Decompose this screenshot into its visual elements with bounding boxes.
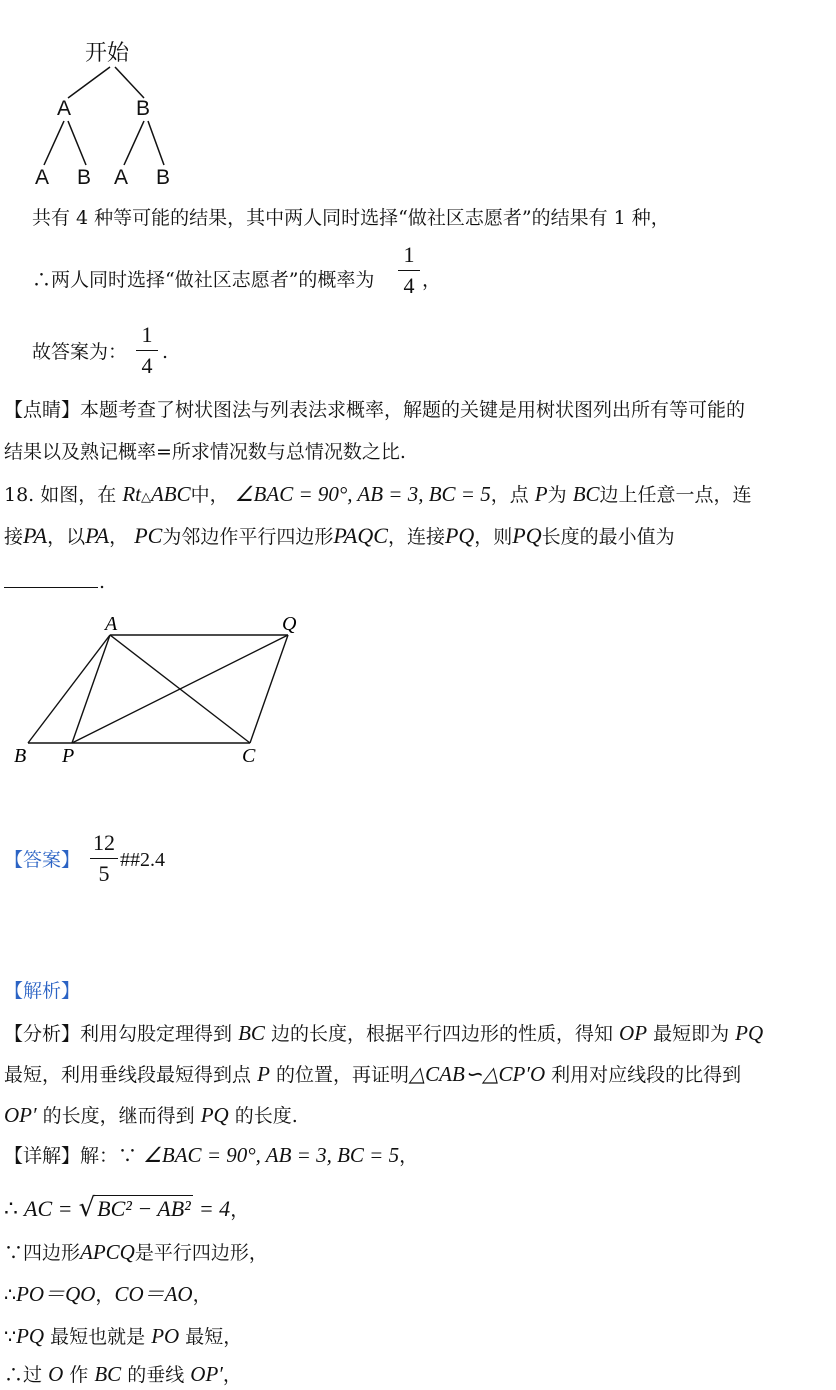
because-symbol: ∵	[4, 1326, 17, 1348]
tree-edge	[68, 121, 86, 165]
fraction	[136, 322, 158, 379]
therefore-symbol: ∴	[4, 1284, 17, 1306]
point-label-B: B	[14, 745, 27, 767]
text: 18. 如图，在	[4, 484, 117, 506]
text: ，	[95, 1284, 115, 1306]
text: 最短也就是	[50, 1326, 146, 1348]
tree-edge	[115, 67, 144, 98]
xiangjie-line	[4, 1362, 242, 1387]
point-label-P: P	[62, 745, 75, 767]
tree-node: B	[136, 97, 151, 120]
math: CO＝AO	[114, 1282, 193, 1306]
math: PO＝QO	[16, 1282, 96, 1306]
math: PQ	[444, 523, 475, 548]
tree-leaf: A	[35, 166, 50, 189]
question-line	[4, 524, 675, 549]
math: △CAB∽△CP′O	[408, 1062, 546, 1086]
question-line	[4, 482, 752, 510]
math: PQ	[512, 523, 542, 548]
math: ABC	[150, 482, 191, 506]
xiangjie-line	[4, 1240, 268, 1265]
text: 为邻边作平行四边形	[162, 526, 334, 548]
text: 是平行四边形，	[134, 1242, 268, 1264]
text: 最短，	[185, 1326, 243, 1348]
tree-node: A	[57, 97, 72, 120]
math: OP′	[190, 1362, 223, 1386]
xiangjie-line	[4, 1324, 242, 1349]
fraction	[398, 242, 420, 299]
math: PAQC	[333, 523, 388, 548]
text: ∴过	[4, 1364, 43, 1386]
denominator: 5	[98, 861, 110, 887]
math: OP′	[4, 1103, 37, 1127]
analysis-tag: 【解析】	[4, 980, 81, 1002]
math: ∠BAC = 90°, AB = 3, BC = 5	[234, 482, 491, 506]
math: PA	[23, 523, 48, 548]
math: PC	[134, 523, 163, 548]
dianjing-text: 本题考查了树状图法与列表法求概率，解题的关键是用树状图列出所有等可能的	[80, 399, 746, 421]
text: ，	[109, 526, 129, 548]
dianjing-line: 结果以及熟记概率=所求情况数与总情况数之比.	[4, 441, 406, 463]
text: 解：∵	[80, 1145, 138, 1167]
segment-AB	[28, 635, 110, 743]
therefore-symbol: ∴	[4, 1197, 18, 1222]
text: 最短，利用垂线段最短得到点	[4, 1064, 252, 1086]
text: 的位置，再证明	[275, 1064, 409, 1086]
math: PA	[85, 523, 110, 548]
math: OP	[619, 1021, 648, 1045]
text: 的长度.	[234, 1105, 298, 1127]
punctuation: .	[99, 571, 106, 593]
math: BC	[572, 482, 600, 506]
tree-edge	[44, 121, 64, 165]
text: 长度的最小值为	[541, 526, 675, 548]
punctuation: ，	[422, 269, 442, 291]
math: P	[257, 1062, 270, 1086]
xiangjie-line	[4, 1193, 250, 1223]
point-label-Q: Q	[282, 613, 297, 635]
math: O	[48, 1362, 64, 1386]
denominator: 4	[141, 353, 153, 379]
text: 利用勾股定理得到	[80, 1023, 233, 1045]
answer-blank	[4, 587, 98, 588]
tree-leaf: A	[114, 166, 129, 189]
text: 中，	[190, 484, 229, 506]
answer-fraction	[90, 830, 118, 887]
fenxi-line	[4, 1103, 298, 1128]
math: PQ	[200, 1103, 229, 1127]
tree-root: 开始	[85, 41, 130, 66]
triangle-symbol: △	[140, 490, 151, 505]
xiangjie-line	[4, 1282, 212, 1307]
tree-edge	[124, 121, 144, 165]
text: ，	[192, 1284, 212, 1306]
text: ，以	[47, 526, 86, 548]
math: = 4	[198, 1196, 231, 1221]
math: Rt	[122, 482, 141, 506]
fenxi-tag: 【分析】	[4, 1023, 81, 1045]
tree-leaf: B	[156, 166, 171, 189]
dianjing-tag: 【点睛】	[4, 399, 81, 421]
text: ，	[399, 1145, 419, 1167]
text: 边的长度，根据平行四边形的性质，得知	[270, 1023, 613, 1045]
text: ，则	[474, 526, 513, 548]
math: AC =	[24, 1196, 73, 1221]
text: 最短即为	[653, 1023, 730, 1045]
denominator: 4	[403, 273, 415, 299]
xiangjie-line	[4, 1143, 418, 1168]
text: ∴两人同时选择“做社区志愿者”的概率为	[32, 269, 375, 291]
text: 为	[547, 484, 567, 506]
text: 作	[69, 1364, 89, 1386]
numerator: 12	[93, 830, 115, 855]
math: PQ	[735, 1021, 764, 1045]
sqrt-symbol: √	[78, 1193, 96, 1223]
punctuation: .	[162, 341, 169, 363]
fenxi-line	[4, 1021, 763, 1046]
text: 的长度，继而得到	[42, 1105, 195, 1127]
solution-line	[32, 268, 374, 292]
text: 边上任意一点，连	[599, 484, 752, 506]
dianjing-line	[4, 398, 745, 422]
parallelogram-figure	[0, 610, 320, 770]
fenxi-line	[4, 1062, 741, 1087]
tree-edge	[68, 67, 110, 98]
text: ，	[230, 1199, 250, 1221]
math: PQ	[16, 1324, 45, 1348]
tree-edge	[148, 121, 164, 165]
math: APCQ	[80, 1240, 135, 1264]
answer-tag: 【答案】	[4, 849, 81, 871]
text: ，点	[490, 484, 529, 506]
math: P	[534, 482, 548, 506]
text: ，连接	[387, 526, 445, 548]
math-radicand: BC² − AB²	[97, 1196, 191, 1221]
text: 利用对应线段的比得到	[551, 1064, 742, 1086]
xiangjie-tag: 【详解】	[4, 1145, 81, 1167]
point-label-C: C	[242, 745, 256, 767]
text: 的垂线	[127, 1364, 185, 1386]
text: 接	[4, 526, 24, 548]
text: ∵四边形	[4, 1242, 81, 1264]
math: PO	[151, 1324, 180, 1348]
answer-alt: ##2.4	[120, 849, 165, 871]
math: BC	[238, 1021, 265, 1045]
text: ，	[222, 1364, 242, 1386]
math: BC	[94, 1362, 122, 1386]
tree-leaf: B	[77, 166, 92, 189]
numerator: 1	[141, 322, 153, 347]
numerator: 1	[403, 242, 415, 267]
point-label-A: A	[105, 613, 118, 635]
solution-line: 故答案为：	[32, 341, 128, 363]
solution-line: 共有 4 种等可能的结果，其中两人同时选择“做社区志愿者”的结果有 1 种，	[32, 207, 670, 229]
math: ∠BAC = 90°, AB = 3, BC = 5	[143, 1143, 400, 1167]
